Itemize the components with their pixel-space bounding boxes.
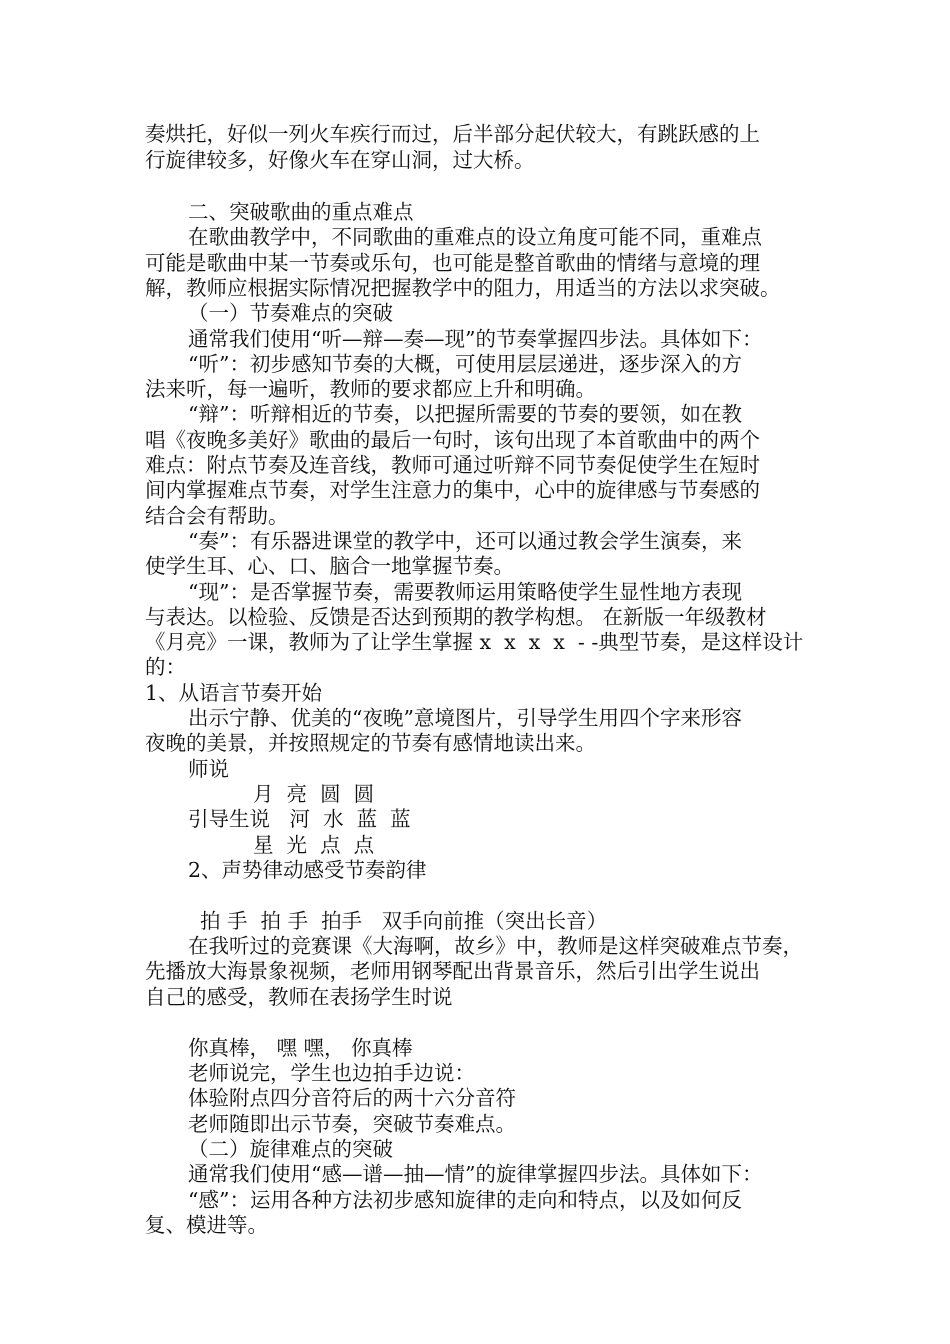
text-line: 出示宁静、优美的“夜晚”意境图片，引导学生用四个字来形容 — [188, 706, 742, 730]
text-line: 复、模进等。 — [145, 1213, 268, 1237]
text-line: 师说 — [188, 757, 229, 781]
text-line: 老师随即出示节奏，突破节奏难点。 — [188, 1112, 516, 1136]
text-line: 老师说完，学生也边拍手边说： — [188, 1061, 475, 1085]
text-line: “现”：是否掌握节奏，需要教师运用策略使学生显性地方表现 — [188, 580, 742, 604]
subsection-heading: 1、从语言节奏开始 — [145, 681, 323, 705]
rhythm-line: 月 亮 圆 圆 — [253, 782, 375, 806]
text-line: 通常我们使用“感—谱—抽—情”的旋律掌握四步法。具体如下： — [188, 1162, 763, 1186]
text-line: 解，教师应根据实际情况把握教学中的阻力，用适当的方法以求突破。 — [145, 276, 781, 300]
text-line: 在歌曲教学中，不同歌曲的重难点的设立角度可能不同，重难点 — [188, 225, 762, 249]
text-line: 结合会有帮助。 — [145, 504, 289, 528]
subsection-heading: （一）节奏难点的突破 — [188, 301, 393, 325]
text-line: 奏烘托，好似一列火车疾行而过，后半部分起伏较大，有跳跃感的上 — [145, 122, 760, 146]
text-line: 体验附点四分音符后的两十六分音符 — [188, 1086, 516, 1110]
rhythm-line: 引导生说 河 水 蓝 蓝 — [188, 807, 411, 831]
subsection-heading: （二）旋律难点的突破 — [188, 1137, 393, 1161]
subsection-heading: 2、声势律动感受节奏韵律 — [188, 858, 427, 882]
text-line: 《月亮》一课，教师为了让学生掌握 x x x x - -典型节奏，是这样设计 — [145, 630, 804, 654]
rhythm-line: 星 光 点 点 — [253, 833, 375, 857]
rhythm-line: 你真棒， 嘿 嘿， 你真棒 — [188, 1036, 413, 1060]
text-line: 通常我们使用“听—辩—奏—现”的节奏掌握四步法。具体如下： — [188, 327, 763, 351]
text-line: “辩”：听辩相近的节奏，以把握所需要的节奏的要领，如在教 — [188, 402, 742, 426]
text-line: 与表达。以检验、反馈是否达到预期的教学构想。 在新版一年级教材 — [145, 605, 767, 629]
text-line: 的： — [145, 655, 186, 679]
text-line: “听”：初步感知节奏的大概，可使用层层递进，逐步深入的方 — [188, 352, 742, 376]
text-line: 间内掌握难点节奏，对学生注意力的集中，心中的旋律感与节奏感的 — [145, 478, 760, 502]
text-line: 行旋律较多，好像火车在穿山洞，过大桥。 — [145, 148, 535, 172]
rhythm-line: 拍 手 拍 手 拍手 双手向前推（突出长音） — [200, 909, 608, 933]
text-line: 使学生耳、心、口、脑合一地掌握节奏。 — [145, 554, 514, 578]
section-heading: 二、突破歌曲的重点难点 — [188, 200, 414, 224]
text-line: 夜晚的美景，并按照规定的节奏有感情地读出来。 — [145, 731, 596, 755]
text-line: 唱《夜晚多美好》歌曲的最后一句时，该句出现了本首歌曲中的两个 — [145, 428, 760, 452]
text-line: 法来听，每一遍听，教师的要求都应上升和明确。 — [145, 377, 596, 401]
text-line: 在我听过的竞赛课《大海啊，故乡》中，教师是这样突破难点节奏， — [188, 934, 803, 958]
text-line: 先播放大海景象视频，老师用钢琴配出背景音乐，然后引出学生说出 — [145, 959, 760, 983]
text-line: “感”：运用各种方法初步感知旋律的走向和特点，以及如何反 — [188, 1188, 742, 1212]
text-line: 自己的感受，教师在表扬学生时说 — [145, 985, 453, 1009]
text-line: 可能是歌曲中某一节奏或乐句，也可能是整首歌曲的情绪与意境的理 — [145, 251, 760, 275]
text-line: “奏”：有乐器进课堂的教学中，还可以通过教会学生演奏，来 — [188, 529, 742, 553]
text-line: 难点：附点节奏及连音线，教师可通过听辩不同节奏促使学生在短时 — [145, 453, 760, 477]
